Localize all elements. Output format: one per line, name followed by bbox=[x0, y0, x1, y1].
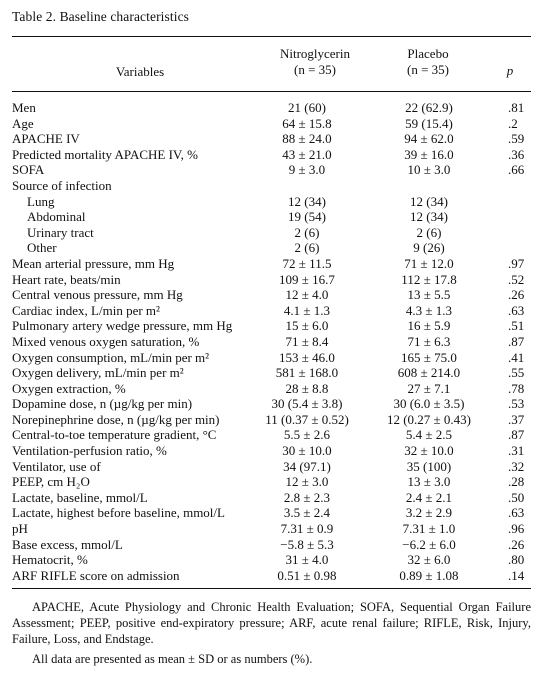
nitroglycerin-value: 2 (6) bbox=[294, 240, 320, 256]
row-label: Mean arterial pressure, mm Hg bbox=[12, 255, 175, 271]
placebo-value: 7.31 ± 1.0 bbox=[402, 521, 456, 537]
table-row bbox=[12, 412, 531, 428]
nitroglycerin-value: 34 (97.1) bbox=[283, 458, 331, 474]
row-label: Age bbox=[12, 115, 34, 131]
table-row bbox=[12, 521, 531, 537]
row-label: Abdominal bbox=[27, 209, 86, 225]
placebo-value: 112 ± 17.8 bbox=[401, 271, 457, 287]
table-row bbox=[12, 490, 531, 506]
bottom-rule bbox=[12, 588, 531, 589]
table-row bbox=[12, 178, 531, 194]
table-row bbox=[12, 147, 531, 163]
header-rule bbox=[12, 91, 531, 92]
header-placebo-n: (n = 35) bbox=[407, 61, 449, 77]
table-row bbox=[12, 552, 531, 568]
header-p-value: p bbox=[506, 63, 514, 78]
table-row bbox=[12, 427, 531, 443]
nitroglycerin-value: 88 ± 24.0 bbox=[282, 131, 332, 147]
table-row bbox=[12, 537, 531, 553]
p-value: .96 bbox=[508, 521, 525, 537]
table-row bbox=[12, 256, 531, 272]
p-value: .2 bbox=[508, 115, 518, 131]
placebo-value: 71 ± 6.3 bbox=[407, 333, 451, 349]
row-label: Lactate, baseline, mmol/L bbox=[12, 489, 148, 505]
nitroglycerin-value: 7.31 ± 0.9 bbox=[280, 521, 334, 537]
p-value: .14 bbox=[508, 567, 525, 583]
nitroglycerin-value: 21 (60) bbox=[288, 100, 326, 115]
placebo-value: 32 ± 6.0 bbox=[407, 552, 451, 568]
placebo-value: 39 ± 16.0 bbox=[404, 146, 454, 162]
nitroglycerin-value: 153 ± 46.0 bbox=[279, 349, 335, 365]
p-value: .80 bbox=[508, 552, 525, 568]
table-row bbox=[12, 474, 531, 490]
p-value: .26 bbox=[508, 287, 525, 303]
placebo-value: −6.2 ± 6.0 bbox=[402, 536, 456, 552]
table-row bbox=[12, 131, 531, 147]
p-value: .41 bbox=[508, 349, 525, 365]
row-label: Lung bbox=[27, 193, 55, 209]
table-row bbox=[12, 365, 531, 381]
placebo-value: 165 ± 75.0 bbox=[401, 349, 457, 365]
p-value: .50 bbox=[508, 489, 525, 505]
nitroglycerin-value: 19 (54) bbox=[288, 209, 326, 225]
placebo-value: 9 (26) bbox=[413, 240, 445, 256]
row-label: Cardiac index, L/min per m² bbox=[12, 302, 160, 318]
placebo-value: 12 (34) bbox=[410, 193, 448, 209]
table-body bbox=[12, 100, 531, 583]
placebo-value: 13 ± 3.0 bbox=[407, 474, 451, 490]
placebo-value: 27 ± 7.1 bbox=[407, 380, 451, 396]
header-nitroglycerin-name: Nitroglycerin bbox=[279, 46, 351, 61]
nitroglycerin-value: 2 (6) bbox=[294, 224, 320, 240]
p-value: .51 bbox=[508, 318, 525, 334]
p-value: .63 bbox=[508, 302, 525, 318]
row-label: Heart rate, beats/min bbox=[12, 271, 121, 287]
nitroglycerin-value: 4.1 ± 1.3 bbox=[283, 302, 331, 318]
row-label: pH bbox=[12, 521, 28, 537]
nitroglycerin-value: 12 ± 3.0 bbox=[285, 474, 329, 490]
row-label: APACHE IV bbox=[12, 131, 80, 147]
nitroglycerin-value: 581 ± 168.0 bbox=[275, 365, 339, 381]
table-row bbox=[12, 116, 531, 132]
nitroglycerin-value: 109 ± 16.7 bbox=[279, 271, 335, 287]
placebo-value: 2.4 ± 2.1 bbox=[405, 489, 453, 505]
header-nitroglycerin bbox=[260, 46, 370, 77]
row-label: Central-to-toe temperature gradient, °C bbox=[12, 427, 217, 443]
header-placebo-name: Placebo bbox=[407, 46, 449, 61]
placebo-value: 71 ± 12.0 bbox=[404, 255, 454, 271]
table-row bbox=[12, 318, 531, 334]
placebo-value: 32 ± 10.0 bbox=[404, 443, 454, 459]
nitroglycerin-value: 12 (34) bbox=[288, 193, 326, 209]
placebo-value: 10 ± 3.0 bbox=[407, 162, 451, 178]
table-row bbox=[12, 568, 531, 584]
row-label: Hematocrit, % bbox=[12, 552, 88, 568]
footnote: All data are presented as mean ± SD or as numbers (%). bbox=[32, 652, 313, 666]
nitroglycerin-value: −5.8 ± 5.3 bbox=[280, 536, 334, 552]
row-label: Ventilation-perfusion ratio, % bbox=[12, 443, 167, 459]
table-row bbox=[12, 381, 531, 397]
p-value: .63 bbox=[508, 505, 525, 521]
table-row bbox=[12, 240, 531, 256]
nitroglycerin-value: 43 ± 21.0 bbox=[282, 146, 332, 162]
nitroglycerin-value: 64 ± 15.8 bbox=[282, 115, 332, 131]
nitroglycerin-value: 71 ± 8.4 bbox=[285, 333, 329, 349]
row-label: Ventilator, use of bbox=[12, 458, 101, 474]
p-value: .59 bbox=[508, 131, 525, 147]
placebo-value: 16 ± 5.9 bbox=[407, 318, 451, 334]
placebo-value: 30 (6.0 ± 3.5) bbox=[393, 396, 465, 412]
row-label: Mixed venous oxygen saturation, % bbox=[12, 333, 200, 349]
table-row bbox=[12, 287, 531, 303]
footnote: APACHE, Acute Physiology and Chronic Health Evaluation; SOFA, Sequential Organ Failure Assessment; PEEP, positive end-expiratory pressure; ARF, acute renal failure; RIFLE, Risk, Injury, Failure, Loss, and Endstage. bbox=[12, 600, 531, 646]
nitroglycerin-value: 2.8 ± 2.3 bbox=[283, 489, 331, 505]
p-value: .31 bbox=[508, 443, 525, 459]
table-row bbox=[12, 272, 531, 288]
nitroglycerin-value: 31 ± 4.0 bbox=[285, 552, 329, 568]
p-value: .52 bbox=[508, 271, 525, 287]
row-label: Oxygen extraction, % bbox=[12, 380, 126, 396]
row-label: Oxygen consumption, mL/min per m² bbox=[12, 349, 210, 365]
table-row bbox=[12, 443, 531, 459]
row-label: Lactate, highest before baseline, mmol/L bbox=[12, 505, 225, 521]
placebo-value: 608 ± 214.0 bbox=[397, 365, 461, 381]
placebo-value: 13 ± 5.5 bbox=[407, 287, 451, 303]
placebo-value: 5.4 ± 2.5 bbox=[405, 427, 453, 443]
table-title: Table 2. Baseline characteristics bbox=[12, 9, 190, 24]
row-label: Predicted mortality APACHE IV, % bbox=[12, 146, 198, 162]
row-label: Other bbox=[27, 240, 57, 256]
p-value: .55 bbox=[508, 365, 525, 381]
nitroglycerin-value: 28 ± 8.8 bbox=[285, 380, 329, 396]
p-value: .28 bbox=[508, 474, 525, 490]
p-value: .66 bbox=[508, 162, 525, 178]
row-label: Central venous pressure, mm Hg bbox=[12, 287, 183, 303]
placebo-value: 2 (6) bbox=[416, 224, 442, 240]
row-label: SOFA bbox=[12, 162, 45, 178]
nitroglycerin-value: 0.51 ± 0.98 bbox=[277, 567, 337, 583]
p-value: .53 bbox=[508, 396, 525, 412]
table-row bbox=[12, 194, 531, 210]
row-label: Norepinephrine dose, n (µg/kg per min) bbox=[12, 411, 220, 427]
nitroglycerin-value: 11 (0.37 ± 0.52) bbox=[265, 411, 349, 427]
placebo-value: 59 (15.4) bbox=[405, 115, 453, 131]
table-row bbox=[12, 334, 531, 350]
p-value: .81 bbox=[508, 100, 525, 115]
row-label: Source of infection bbox=[12, 177, 112, 193]
header-nitroglycerin-n: (n = 35) bbox=[294, 61, 336, 77]
nitroglycerin-value: 9 ± 3.0 bbox=[288, 162, 326, 178]
p-value: .87 bbox=[508, 427, 525, 443]
placebo-value: 0.89 ± 1.08 bbox=[399, 567, 459, 583]
nitroglycerin-value: 12 ± 4.0 bbox=[285, 287, 329, 303]
placebo-value: 12 (0.27 ± 0.43) bbox=[386, 411, 472, 427]
placebo-value: 3.2 ± 2.9 bbox=[405, 505, 453, 521]
row-label: Pulmonary artery wedge pressure, mm Hg bbox=[12, 318, 233, 334]
nitroglycerin-value: 5.5 ± 2.6 bbox=[283, 427, 331, 443]
p-value: .87 bbox=[508, 333, 525, 349]
header-placebo bbox=[378, 46, 478, 77]
placebo-value: 22 (62.9) bbox=[405, 100, 453, 115]
table-footnotes bbox=[12, 599, 531, 667]
table-row bbox=[12, 459, 531, 475]
placebo-value: 35 (100) bbox=[406, 458, 452, 474]
table-row bbox=[12, 209, 531, 225]
row-label: Men bbox=[12, 100, 36, 115]
placebo-value: 94 ± 62.0 bbox=[404, 131, 454, 147]
table-row bbox=[12, 225, 531, 241]
p-value: .37 bbox=[508, 411, 525, 427]
placebo-value: 12 (34) bbox=[410, 209, 448, 225]
table-row bbox=[12, 396, 531, 412]
row-label: Dopamine dose, n (µg/kg per min) bbox=[12, 396, 193, 412]
nitroglycerin-value: 30 (5.4 ± 3.8) bbox=[271, 396, 343, 412]
p-value: .97 bbox=[508, 255, 525, 271]
table-row bbox=[12, 350, 531, 366]
table-row bbox=[12, 162, 531, 178]
table-row bbox=[12, 505, 531, 521]
p-value: .36 bbox=[508, 146, 525, 162]
row-label: Urinary tract bbox=[27, 224, 94, 240]
nitroglycerin-value: 72 ± 11.5 bbox=[282, 255, 332, 271]
table-row bbox=[12, 100, 531, 116]
p-value: .78 bbox=[508, 380, 525, 396]
header-variables: Variables bbox=[115, 64, 165, 79]
table-row bbox=[12, 303, 531, 319]
top-rule bbox=[12, 36, 531, 37]
row-label: ARF RIFLE score on admission bbox=[12, 567, 180, 583]
p-value: .26 bbox=[508, 536, 525, 552]
p-value: .32 bbox=[508, 458, 525, 474]
row-label: PEEP, cm H₂O bbox=[12, 474, 90, 490]
nitroglycerin-value: 3.5 ± 2.4 bbox=[283, 505, 331, 521]
nitroglycerin-value: 30 ± 10.0 bbox=[282, 443, 332, 459]
nitroglycerin-value: 15 ± 6.0 bbox=[285, 318, 329, 334]
placebo-value: 4.3 ± 1.3 bbox=[405, 302, 453, 318]
row-label: Oxygen delivery, mL/min per m² bbox=[12, 365, 184, 381]
row-label: Base excess, mmol/L bbox=[12, 536, 123, 552]
